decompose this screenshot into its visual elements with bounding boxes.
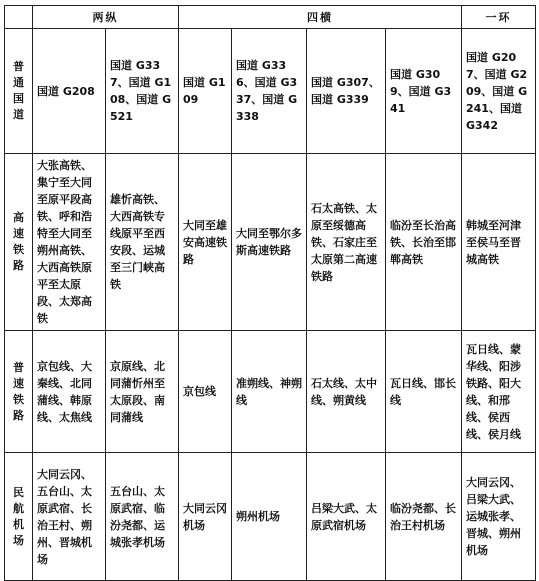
transport-network-table — [4, 5, 536, 581]
table-cell: 大同至鄂尔多斯高速铁路 — [232, 154, 307, 331]
table-cell: 国道 G207、国道 G209、国道 G241、国道 G342 — [462, 29, 536, 154]
table-cell: 京原线、北同蒲忻州至太原段、南同蒲线 — [106, 331, 179, 453]
table-cell: 临汾至长治高铁、长治至邯郸高铁 — [386, 154, 462, 331]
table-cell: 大同云冈、吕梁大武、运城张孝、晋城、朔州机场 — [462, 453, 536, 581]
table-wrapper — [4, 5, 536, 581]
table-cell: 瓦日线、蒙华线、阳涉铁路、阳大线、和邢线、侯西线、侯月线 — [462, 331, 536, 453]
row-label — [5, 154, 33, 331]
table-cell: 雄忻高铁、大西高铁专线原平至西安段、运城至三门峡高铁 — [106, 154, 179, 331]
row-label — [5, 453, 33, 581]
table-row-high-speed-rail — [5, 154, 536, 331]
row-label-top: 民航 — [13, 485, 24, 515]
table-cell: 京包线、大秦线、北同蒲线、韩原线、太焦线 — [33, 331, 106, 453]
row-label — [5, 29, 33, 154]
table-cell: 国道 G109 — [179, 29, 232, 154]
table-cell: 大同至雄安高速铁路 — [179, 154, 232, 331]
table-cell: 大张高铁、集宁至大同至原平段高铁、呼和浩特至大同至朔州高铁、大西高铁原平至太原段、太郑高铁 — [33, 154, 106, 331]
table-cell: 京包线 — [179, 331, 232, 453]
table-cell: 朔州机场 — [232, 453, 307, 581]
header-row — [5, 6, 536, 29]
table-cell: 国道 G309、国道 G341 — [386, 29, 462, 154]
row-label-top: 普速 — [13, 360, 24, 390]
row-label-bottom: 国道 — [13, 92, 24, 121]
table-row-conventional-rail — [5, 331, 536, 453]
row-label-bottom: 铁路 — [13, 392, 24, 422]
table-cell: 国道 G336、国道 G337、国道 G338 — [232, 29, 307, 154]
row-label-top: 普通 — [13, 60, 24, 89]
table-cell: 准朔线、神朔线 — [232, 331, 307, 453]
table-cell: 大同云冈、五台山、太原武宿、长治王村、朔州、晋城机场 — [33, 453, 106, 581]
row-label-bottom: 铁路 — [13, 243, 24, 272]
row-label-bottom: 机场 — [13, 517, 24, 547]
header-group-four-horizontal: 四横 — [179, 6, 462, 29]
table-cell: 瓦日线、邯长线 — [386, 331, 462, 453]
table-row-national-road — [5, 29, 536, 154]
table-row-civil-airport — [5, 453, 536, 581]
table-cell: 韩城至河津至侯马至晋城高铁 — [462, 154, 536, 331]
table-cell: 石太高铁、太原至绥德高铁、石家庄至太原第二高速铁路 — [307, 154, 386, 331]
table-cell: 临汾尧都、长治王村机场 — [386, 453, 462, 581]
corner-cell — [5, 6, 33, 29]
table-cell: 吕梁大武、太原武宿机场 — [307, 453, 386, 581]
table-cell: 石太线、太中线、朔黄线 — [307, 331, 386, 453]
header-group-two-vertical: 两纵 — [33, 6, 179, 29]
table-cell: 五台山、太原武宿、临汾尧都、运城张孝机场 — [106, 453, 179, 581]
row-label-top: 高速 — [13, 211, 24, 240]
header-group-one-ring: 一环 — [462, 6, 536, 29]
table-cell: 大同云冈机场 — [179, 453, 232, 581]
table-cell: 国道 G337、国道 G108、国道 G521 — [106, 29, 179, 154]
row-label — [5, 331, 33, 453]
table-cell: 国道 G208 — [33, 29, 106, 154]
table-cell: 国道 G307、国道 G339 — [307, 29, 386, 154]
